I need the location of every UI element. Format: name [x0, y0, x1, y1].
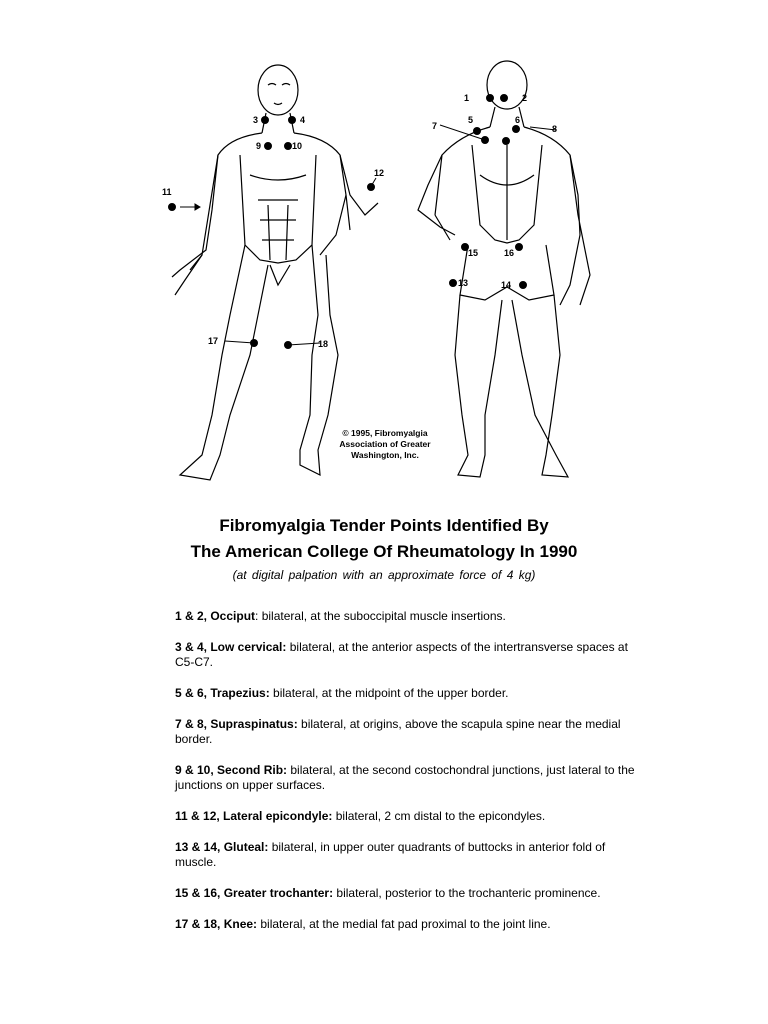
item-description: bilateral, at the anterior aspects of the intertransverse spaces at C5-C7.	[175, 640, 628, 669]
item-term: 3 & 4, Low cervical:	[175, 640, 287, 654]
point-8-marker	[503, 138, 510, 145]
point-13-marker	[450, 280, 457, 287]
item-description: bilateral, at the medial fat pad proximal to the joint line.	[257, 917, 551, 931]
point-labels	[162, 93, 557, 349]
point-10-marker	[285, 143, 292, 150]
item-term: 15 & 16, Greater trochanter:	[175, 886, 334, 900]
item-term: 13 & 14, Gluteal:	[175, 840, 269, 854]
point-16-label: 16	[504, 248, 515, 258]
point-9-label: 9	[256, 141, 262, 151]
point-18-label: 18	[318, 339, 329, 349]
item-term: 1 & 2, Occiput	[175, 609, 256, 623]
point-5-label: 5	[468, 115, 474, 125]
point-4-marker	[289, 117, 296, 124]
point-13-label: 13	[458, 278, 469, 288]
item-term: 5 & 6, Trapezius:	[175, 686, 270, 700]
item-description: bilateral, at the midpoint of the upper border.	[269, 686, 509, 700]
point-11-marker	[169, 204, 176, 211]
item-term: 7 & 8, Supraspinatus:	[175, 717, 298, 731]
point-15-label: 15	[468, 248, 479, 258]
back-figure	[418, 61, 590, 477]
list-item	[175, 809, 635, 824]
point-7-label: 7	[432, 121, 438, 131]
copyright-notice	[320, 428, 450, 461]
copyright-line: Washington, Inc.	[351, 450, 419, 460]
point-6-marker	[513, 126, 520, 133]
page-title-line-1: Fibromyalgia Tender Points Identified By	[219, 516, 549, 535]
point-3-label: 3	[253, 115, 259, 125]
item-description: bilateral, 2 cm distal to the epicondyles.	[332, 809, 546, 823]
item-description: bilateral, at the suboccipital muscle insertions.	[258, 609, 506, 623]
list-item	[175, 717, 635, 747]
list-item	[175, 640, 635, 670]
point-11-label: 11	[162, 187, 172, 197]
page-title-line-2: The American College Of Rheumatology In 1990	[190, 542, 578, 561]
point-1-label: 1	[464, 93, 470, 103]
item-term: 11 & 12, Lateral epicondyle:	[175, 809, 333, 823]
item-term: 17 & 18, Knee:	[175, 917, 258, 931]
list-item	[175, 840, 635, 870]
point-2-marker	[501, 95, 508, 102]
point-5-marker	[474, 128, 481, 135]
copyright-line: Association of Greater	[339, 439, 431, 449]
point-2-label: 2	[522, 93, 528, 103]
point-4-label: 4	[300, 115, 306, 125]
point-17-label: 17	[208, 336, 219, 346]
point-1-marker	[487, 95, 494, 102]
item-description: bilateral, posterior to the trochanteric prominence.	[333, 886, 601, 900]
point-10-label: 10	[292, 141, 303, 151]
point-14-marker	[520, 282, 527, 289]
tender-point-list	[175, 609, 635, 948]
point-12-label: 12	[374, 168, 385, 178]
item-term-sep: :	[255, 609, 259, 623]
list-item	[175, 763, 635, 793]
item-description: bilateral, at the second costochondral junctions, just lateral to the junctions on upper surfaces.	[175, 763, 635, 792]
point-9-marker	[265, 143, 272, 150]
item-description: bilateral, in upper outer quadrants of buttocks in anterior fold of muscle.	[175, 840, 606, 869]
page-subtitle: (at digital palpation with an approximate force of 4 kg)	[232, 568, 536, 582]
point-8-label: 8	[552, 124, 558, 134]
list-item	[175, 917, 635, 932]
list-item	[175, 686, 635, 701]
list-item	[175, 886, 635, 901]
copyright-line: © 1995, Fibromyalgia	[342, 428, 428, 438]
point-14-label: 14	[501, 280, 512, 290]
list-item	[175, 609, 635, 624]
item-term: 9 & 10, Second Rib:	[175, 763, 288, 777]
tender-points	[169, 95, 557, 349]
point-3-marker	[262, 117, 269, 124]
point-16-marker	[516, 244, 523, 251]
point-6-label: 6	[515, 115, 521, 125]
item-description: bilateral, at origins, above the scapula spine near the medial border.	[175, 717, 621, 746]
front-figure	[172, 65, 378, 480]
